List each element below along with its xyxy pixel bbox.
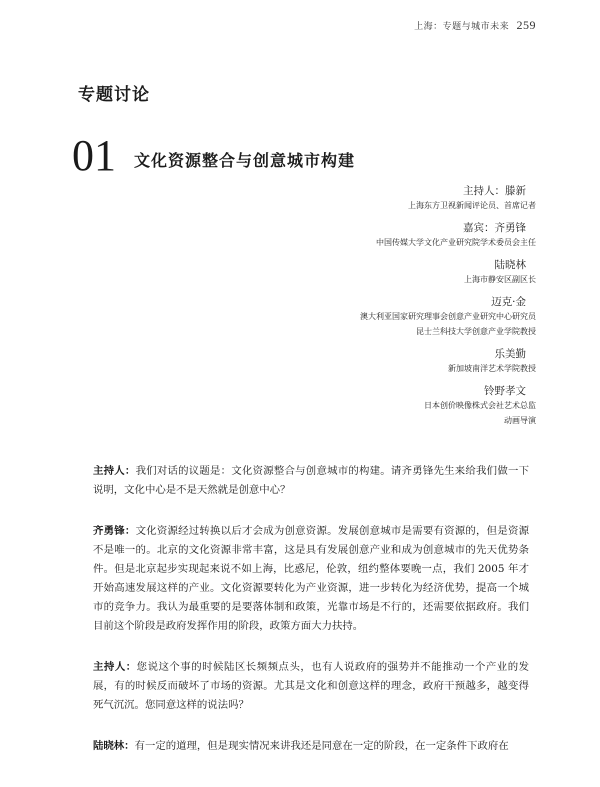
participants-list <box>216 184 536 436</box>
participant-role: 新加坡南洋艺术学院教授 <box>448 364 536 373</box>
participant-role: 上海市静安区副区长 <box>464 275 536 284</box>
article-number: 01 <box>72 131 116 180</box>
article-title: 文化资源整合与创意城市构建 <box>134 151 356 170</box>
dialogue-text: 文化资源经过转换以后才会成为创意资源。发展创意城市是需要有资源的，但是资源不是唯一的。北京的文化资源非常丰富，这是具有发展创意产业和成为创意城市的先天优势条件。但是北京起步实现起来说不如上海，比惑尼，伦敦，纽约整体要晚一点，我们 2005 年才开始高速发展这样的产业。文化资源要转化为产业资源，进一步转化为经济优势，提高一个城市的竞争力。我认为最重要的是要落体制和政策，光靠市场是不行的，还需要依据政府。我们目前这个阶段是政府发挥作用的阶段，政策方面大力扶持。 <box>93 525 529 632</box>
participant-name: 嘉宾：齐勇锋 <box>463 222 526 234</box>
participant-role: 日本创价映像株式会社艺术总监 <box>424 401 536 410</box>
speaker-label: 主持人： <box>93 465 136 477</box>
participant-name: 乐美勤 <box>494 348 526 360</box>
participant-role: 澳大利亚国家研究理事会创意产业研究中心研究员 <box>360 312 536 321</box>
dialogue-text: 您说这个事的时候陆区长频频点头，也有人说政府的强势并不能推动一个产业的发展，有的时候反而破坏了市场的资源。尤其是文化和创意这样的理念，政府干预越多，越变得死气沉沉。您同意这样的说法吗？ <box>93 661 530 711</box>
speaker-label: 陆晓林： <box>93 740 135 752</box>
dialogue-paragraph <box>93 658 529 715</box>
dialogue-text: 我们对话的议题是：文化资源整合与创意城市的构建。请齐勇锋先生来给我们做一下说明，文化中心是不是天然就是创意中心？ <box>93 465 529 496</box>
dialogue-paragraph <box>93 462 529 500</box>
section-label: 专题讨论 <box>78 85 150 105</box>
speaker-label: 主持人： <box>93 661 137 673</box>
speaker-label: 齐勇锋： <box>93 525 136 537</box>
participant-role: 昆士兰科技大学创意产业学院教授 <box>416 327 536 336</box>
participant-name: 迈克·金 <box>491 296 526 308</box>
participant-name: 陆晓林 <box>494 259 526 271</box>
dialogue-paragraph <box>93 522 529 636</box>
dialogue-text: 有一定的道理，但是现实情况来讲我还是同意在一定的阶段，在一定条件下政府在 <box>134 740 509 752</box>
participant-name: 铃野孝文 <box>484 385 526 397</box>
dialogue-body <box>93 462 529 778</box>
running-head-title: 上海：专题与城市未来 <box>414 22 510 32</box>
participant-role: 上海东方卫视新闻评论员、首席记者 <box>408 201 536 210</box>
participant-name: 主持人：滕新 <box>463 185 526 197</box>
participant-role: 动画导演 <box>504 416 536 425</box>
page-number: 259 <box>516 18 536 32</box>
participant-role: 中国传媒大学文化产业研究院学术委员会主任 <box>376 238 536 247</box>
dialogue-paragraph <box>93 737 529 756</box>
running-head <box>414 18 536 33</box>
